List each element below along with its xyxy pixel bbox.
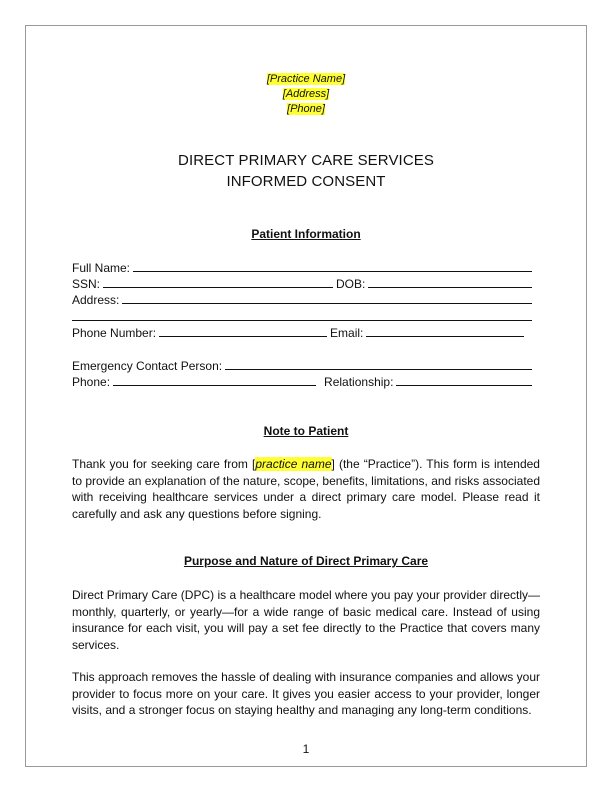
- phone-number-label: Phone Number:: [72, 326, 157, 340]
- purpose-paragraph-1: Direct Primary Care (DPC) is a healthcare model where you pay your provider directly—monthly, quarterly, or yearly—for a wide range of basic medical care. Instead of using insurance for each visit, you will pay a set fee directly to the Practice that covers many services.: [72, 588, 540, 652]
- practice-header: [0, 72, 612, 117]
- phone-number-field[interactable]: [159, 325, 327, 337]
- ssn-dob-row: [72, 275, 532, 291]
- note-to-patient-heading: Note to Patient: [263, 424, 349, 438]
- practice-name-inline-placeholder: practice name: [255, 457, 332, 471]
- emergency-contact-field[interactable]: [225, 358, 532, 370]
- dob-field[interactable]: [368, 276, 532, 288]
- phone-email-row: [72, 324, 532, 340]
- ssn-label: SSN:: [72, 277, 101, 291]
- document-page: [25, 25, 587, 767]
- emergency-contact-row: [72, 357, 532, 373]
- note-text-after: ] (the “Practice”). This form is intended to provide an explanation of the nature, scope, benefits, limitations, and risks associated with receiving healthcare services under a direct primary care model. Please read it carefully and ask any questions before signing.: [72, 457, 540, 521]
- full-name-field[interactable]: [133, 260, 532, 272]
- address-field-line-2[interactable]: [72, 309, 532, 321]
- phone-label: Phone:: [72, 375, 111, 389]
- address-row: [72, 291, 532, 307]
- dob-label: DOB:: [336, 277, 366, 291]
- note-paragraph: [72, 456, 540, 522]
- full-name-row: [72, 259, 532, 275]
- purpose-heading: Purpose and Nature of Direct Primary Care: [183, 554, 429, 568]
- title-line-1: DIRECT PRIMARY CARE SERVICES: [178, 152, 434, 169]
- page-number: 1: [302, 742, 310, 756]
- relationship-field[interactable]: [396, 374, 532, 386]
- phone-placeholder: [Phone]: [287, 103, 325, 115]
- ssn-field[interactable]: [103, 276, 333, 288]
- note-text-before: Thank you for seeking care from [: [72, 457, 256, 471]
- patient-information-heading: Patient Information: [251, 227, 361, 241]
- email-label: Email:: [330, 326, 364, 340]
- address-placeholder: [Address]: [282, 88, 330, 100]
- emergency-contact-label: Emergency Contact Person:: [72, 359, 223, 373]
- phone-relationship-row: [72, 373, 532, 389]
- address-row-2: [72, 308, 532, 324]
- document-title: [0, 150, 612, 192]
- title-line-2: INFORMED CONSENT: [226, 173, 386, 190]
- relationship-label: Relationship:: [324, 375, 394, 389]
- practice-name-placeholder: [Practice Name]: [266, 73, 346, 85]
- address-label: Address:: [72, 293, 120, 307]
- email-field[interactable]: [366, 325, 524, 337]
- full-name-label: Full Name:: [72, 261, 131, 275]
- address-field[interactable]: [122, 292, 532, 304]
- purpose-paragraph-2: This approach removes the hassle of dealing with insurance companies and allows your provider to focus more on your care. It gives you easier access to your provider, longer visits, and a stronger focus on staying healthy and managing any long-term conditions.: [72, 670, 540, 717]
- emergency-phone-field[interactable]: [113, 374, 316, 386]
